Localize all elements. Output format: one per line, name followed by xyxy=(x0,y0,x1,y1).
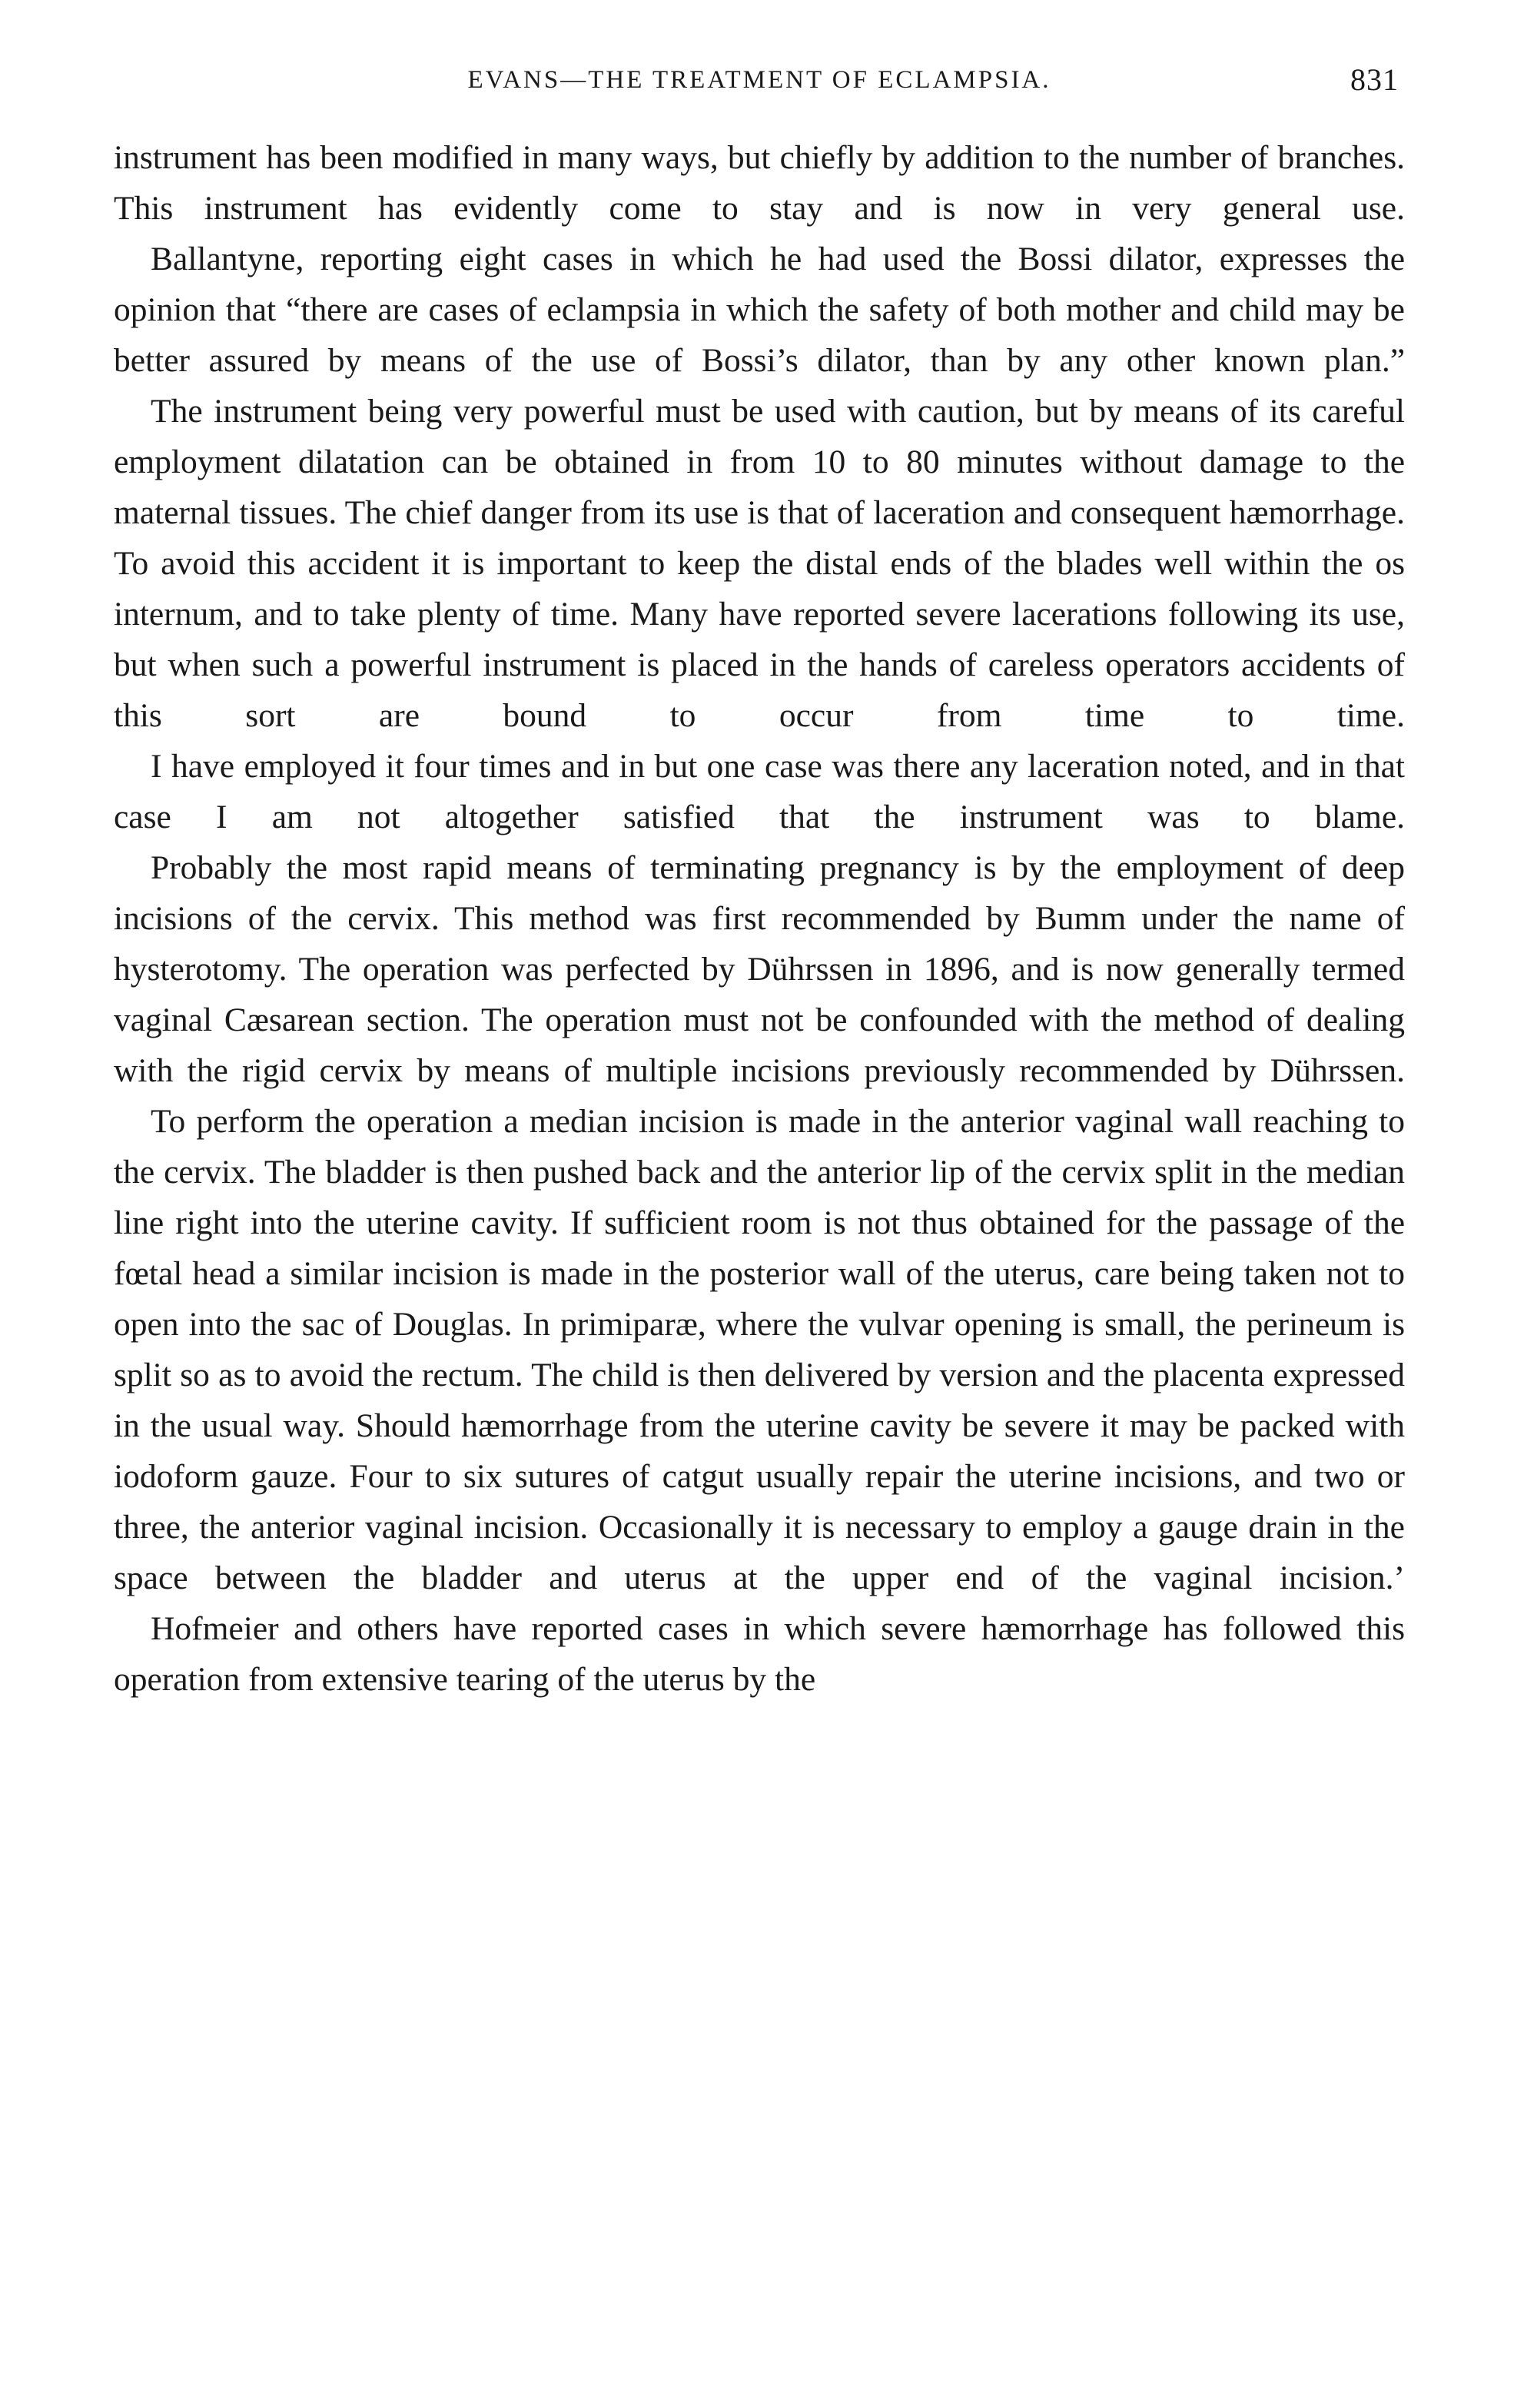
paragraph: To perform the operation a median incision is made in the anterior vaginal wall reaching to the cervix. The bladder is then pushed back and the anterior lip of the cervix split in the median line right into the uterine cavity. If sufficient room is not thus obtained for the passage of the fœtal head a similar incision is made in the posterior wall of the uterus, care being taken not to open into the sac of Douglas. In primiparæ, where the vulvar opening is small, the perineum is split so as to avoid the rectum. The child is then delivered by version and the placenta expressed in the usual way. Should hæmorrhage from the uterine cavity be severe it may be packed with iodoform gauze. Four to six sutures of catgut usually repair the uterine incisions, and two or three, the anterior vaginal incision. Occasionally it is necessary to employ a gauge drain in the space between the bladder and uterus at the upper end of the vaginal incision.’ xyxy=(114,1103,1405,1596)
paragraph: instrument has been modified in many ways, but chiefly by addition to the number of branches. This instrument has evidently come to stay and is now in very general use. xyxy=(114,139,1405,227)
running-head xyxy=(114,58,1405,112)
running-title: EVANS—THE TREATMENT OF ECLAMPSIA. xyxy=(467,66,1051,94)
page xyxy=(114,58,1405,1705)
paragraph: Ballantyne, reporting eight cases in which he had used the Bossi dilator, expresses the opinion that “there are cases of eclampsia in which the safety of both mother and child may be better assured by means of the use of Bossi’s dilator, than by any other known plan.” xyxy=(114,241,1405,379)
paragraph: The instrument being very powerful must be used with caution, but by means of its careful employment dilatation can be obtained in from 10 to 80 minutes without damage to the maternal tissues. The chief danger from its use is that of laceration and consequent hæmorrhage. To avoid this accident it is important to keep the distal ends of the blades well within the os internum, and to take plenty of time. Many have reported severe lacerations following its use, but when such a powerful instrument is placed in the hands of careless operators accidents of this sort are bound to occur from time to time. xyxy=(114,393,1405,734)
paragraph: Probably the most rapid means of terminating pregnancy is by the employment of deep incisions of the cervix. This method was first recommended by Bumm under the name of hysterotomy. The operation was perfected by Dührssen in 1896, and is now generally termed vaginal Cæsarean section. The operation must not be confounded with the method of dealing with the rigid cervix by means of multiple incisions previously recommended by Dührssen. xyxy=(114,849,1405,1089)
body-text xyxy=(114,132,1405,1705)
page-number: 831 xyxy=(1350,62,1399,97)
paragraph: Hofmeier and others have reported cases in which severe hæmorrhage has followed this operation from extensive tearing of the uterus by the xyxy=(114,1610,1405,1698)
paragraph: I have employed it four times and in but one case was there any laceration noted, and in that case I am not altogether satisfied that the instrument was to blame. xyxy=(114,748,1405,835)
